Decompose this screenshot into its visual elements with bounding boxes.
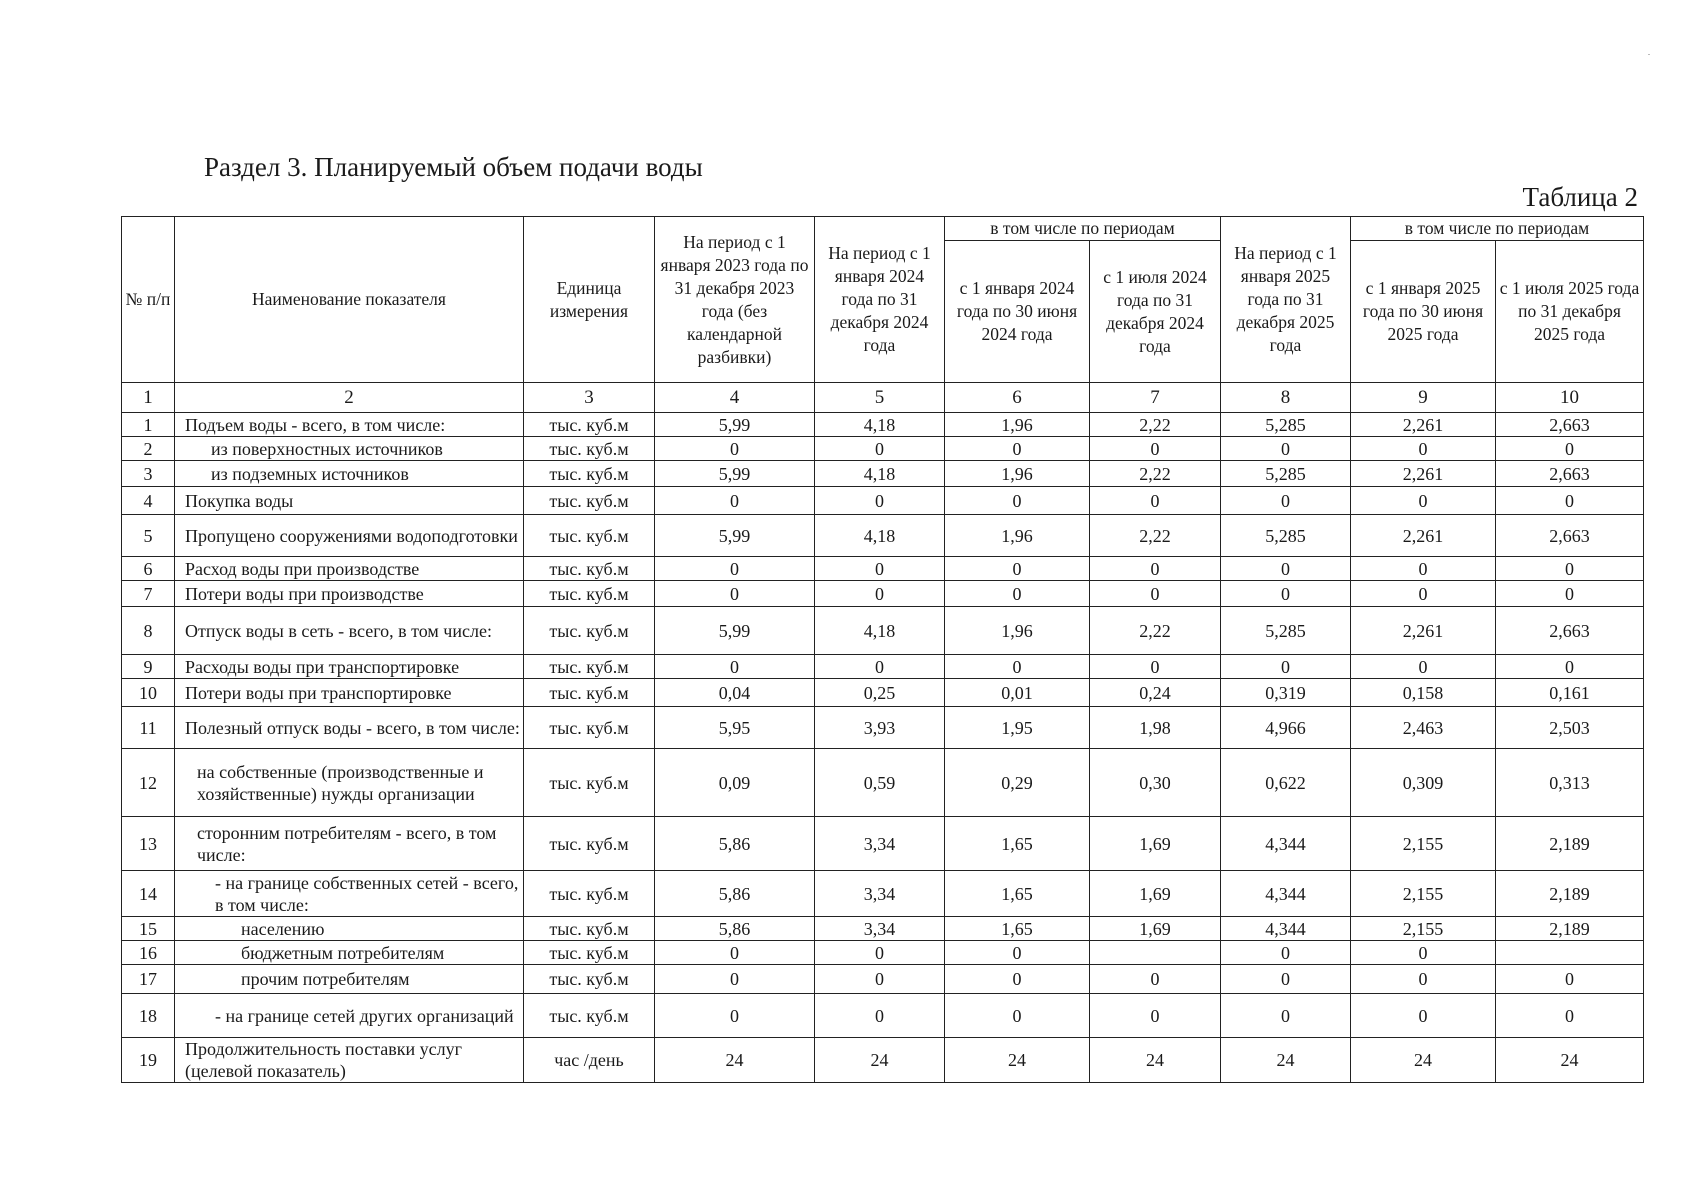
value-cell: 2,663 (1496, 413, 1644, 437)
value-cell: 2,22 (1090, 607, 1221, 655)
row-number: 5 (122, 515, 175, 557)
value-cell: 4,18 (815, 515, 945, 557)
unit-cell: тыс. куб.м (524, 413, 655, 437)
indicator-name: Подъем воды - всего, в том числе: (175, 413, 524, 437)
table-row (122, 581, 1644, 607)
indicator-name: бюджетным потребителям (175, 941, 524, 965)
header-h2-2024: с 1 июля 2024 года по 31 декабря 2024 года (1090, 241, 1221, 383)
row-number: 6 (122, 557, 175, 581)
header-period-2024: На период с 1 января 2024 года по 31 декабря 2024 года (815, 217, 945, 383)
value-cell: 0 (815, 994, 945, 1038)
row-number: 3 (122, 461, 175, 487)
column-number: 5 (815, 383, 945, 413)
column-number: 6 (945, 383, 1090, 413)
value-cell: 24 (1351, 1038, 1496, 1083)
value-cell: 0 (1090, 557, 1221, 581)
value-cell: 0,59 (815, 749, 945, 817)
unit-cell: тыс. куб.м (524, 679, 655, 707)
value-cell: 5,86 (655, 817, 815, 871)
value-cell: 0 (655, 557, 815, 581)
value-cell: 0 (1221, 655, 1351, 679)
indicator-name: из поверхностных источников (175, 437, 524, 461)
row-number: 18 (122, 994, 175, 1038)
value-cell: 0 (1090, 965, 1221, 994)
unit-cell: тыс. куб.м (524, 515, 655, 557)
value-cell: 5,99 (655, 461, 815, 487)
value-cell: 5,285 (1221, 413, 1351, 437)
indicator-name: Потери воды при транспортировке (175, 679, 524, 707)
value-cell: 2,261 (1351, 607, 1496, 655)
unit-cell: тыс. куб.м (524, 607, 655, 655)
value-cell: 0 (945, 941, 1090, 965)
indicator-name: Отпуск воды в сеть - всего, в том числе: (175, 607, 524, 655)
value-cell: 4,18 (815, 413, 945, 437)
value-cell: 4,344 (1221, 817, 1351, 871)
value-cell: 0,161 (1496, 679, 1644, 707)
table-row (122, 941, 1644, 965)
value-cell (1090, 941, 1221, 965)
value-cell: 0,01 (945, 679, 1090, 707)
value-cell: 0 (1090, 487, 1221, 515)
value-cell: 0 (655, 965, 815, 994)
indicator-name: на собственные (производственные и хозяйственные) нужды организации (175, 749, 524, 817)
value-cell: 24 (1221, 1038, 1351, 1083)
table-row (122, 413, 1644, 437)
table-row (122, 1038, 1644, 1083)
row-number: 10 (122, 679, 175, 707)
value-cell: 0 (655, 941, 815, 965)
value-cell: 1,96 (945, 607, 1090, 655)
column-number: 4 (655, 383, 815, 413)
unit-cell: тыс. куб.м (524, 817, 655, 871)
column-number-row (122, 383, 1644, 413)
header-subgroup-2024: в том числе по периодам (945, 217, 1221, 241)
value-cell: 2,22 (1090, 413, 1221, 437)
value-cell: 4,344 (1221, 917, 1351, 941)
value-cell: 1,65 (945, 917, 1090, 941)
table-row (122, 871, 1644, 917)
value-cell: 0 (815, 581, 945, 607)
value-cell: 0 (1090, 581, 1221, 607)
value-cell: 0 (945, 437, 1090, 461)
value-cell: 5,99 (655, 515, 815, 557)
value-cell: 5,285 (1221, 607, 1351, 655)
table-row (122, 607, 1644, 655)
value-cell: 2,261 (1351, 515, 1496, 557)
header-h2-2025: с 1 июля 2025 года по 31 декабря 2025 года (1496, 241, 1644, 383)
value-cell: 0,29 (945, 749, 1090, 817)
value-cell: 2,663 (1496, 461, 1644, 487)
header-subgroup-2025: в том числе по периодам (1351, 217, 1644, 241)
value-cell: 0 (655, 487, 815, 515)
header-name: Наименование показателя (175, 217, 524, 383)
value-cell: 0 (815, 941, 945, 965)
value-cell: 4,344 (1221, 871, 1351, 917)
value-cell: 1,69 (1090, 817, 1221, 871)
row-number: 17 (122, 965, 175, 994)
unit-cell: тыс. куб.м (524, 581, 655, 607)
value-cell: 0 (655, 581, 815, 607)
value-cell: 5,99 (655, 607, 815, 655)
water-supply-table (121, 216, 1644, 1083)
header-period-2023: На период с 1 января 2023 года по 31 декабря 2023 года (без календарной разбивки) (655, 217, 815, 383)
value-cell: 0,319 (1221, 679, 1351, 707)
indicator-name: Расходы воды при транспортировке (175, 655, 524, 679)
value-cell: 0 (1221, 557, 1351, 581)
value-cell: 5,86 (655, 871, 815, 917)
indicator-name: Пропущено сооружениями водоподготовки (175, 515, 524, 557)
value-cell: 1,69 (1090, 871, 1221, 917)
table-row (122, 679, 1644, 707)
unit-cell: тыс. куб.м (524, 749, 655, 817)
value-cell: 0 (1090, 437, 1221, 461)
value-cell: 1,65 (945, 817, 1090, 871)
value-cell: 1,96 (945, 515, 1090, 557)
column-number: 8 (1221, 383, 1351, 413)
value-cell: 24 (1496, 1038, 1644, 1083)
value-cell: 0 (655, 437, 815, 461)
value-cell: 2,503 (1496, 707, 1644, 749)
value-cell: 2,189 (1496, 871, 1644, 917)
value-cell: 5,99 (655, 413, 815, 437)
value-cell: 0,25 (815, 679, 945, 707)
value-cell: 0 (1496, 965, 1644, 994)
value-cell: 5,285 (1221, 515, 1351, 557)
value-cell: 0 (1351, 655, 1496, 679)
value-cell: 0 (1090, 994, 1221, 1038)
value-cell: 1,69 (1090, 917, 1221, 941)
table-row (122, 994, 1644, 1038)
table-row (122, 707, 1644, 749)
value-cell: 0 (1496, 655, 1644, 679)
unit-cell: тыс. куб.м (524, 437, 655, 461)
value-cell: 0 (1351, 557, 1496, 581)
value-cell: 0 (1221, 965, 1351, 994)
header-num: № п/п (122, 217, 175, 383)
row-number: 4 (122, 487, 175, 515)
column-number: 1 (122, 383, 175, 413)
value-cell: 0 (1351, 487, 1496, 515)
indicator-name: прочим потребителям (175, 965, 524, 994)
value-cell: 0 (1496, 581, 1644, 607)
value-cell: 0 (815, 655, 945, 679)
value-cell: 2,261 (1351, 461, 1496, 487)
value-cell: 2,22 (1090, 515, 1221, 557)
value-cell: 0,09 (655, 749, 815, 817)
value-cell: 3,34 (815, 871, 945, 917)
value-cell: 0 (945, 557, 1090, 581)
unit-cell: тыс. куб.м (524, 941, 655, 965)
table-body (122, 413, 1644, 1083)
value-cell: 0 (1351, 941, 1496, 965)
indicator-name: сторонним потребителям - всего, в том числе: (175, 817, 524, 871)
value-cell: 0 (945, 487, 1090, 515)
unit-cell: тыс. куб.м (524, 655, 655, 679)
column-number: 10 (1496, 383, 1644, 413)
value-cell: 0 (815, 487, 945, 515)
value-cell: 2,155 (1351, 917, 1496, 941)
row-number: 7 (122, 581, 175, 607)
section-title: Раздел 3. Планируемый объем подачи воды (204, 152, 703, 182)
value-cell: 2,189 (1496, 817, 1644, 871)
table-row (122, 437, 1644, 461)
table-row (122, 917, 1644, 941)
value-cell: 0 (655, 994, 815, 1038)
table-row (122, 817, 1644, 871)
value-cell: 0 (1496, 557, 1644, 581)
indicator-name: населению (175, 917, 524, 941)
value-cell: 0 (1090, 655, 1221, 679)
value-cell: 0 (1351, 994, 1496, 1038)
table-label: Таблица 2 (1522, 182, 1638, 212)
unit-cell: тыс. куб.м (524, 871, 655, 917)
value-cell: 2,463 (1351, 707, 1496, 749)
header-h1-2024: с 1 января 2024 года по 30 июня 2024 года (945, 241, 1090, 383)
column-number: 9 (1351, 383, 1496, 413)
value-cell: 2,663 (1496, 607, 1644, 655)
table-row (122, 749, 1644, 817)
row-number: 1 (122, 413, 175, 437)
value-cell: 0 (1221, 437, 1351, 461)
indicator-name: Потери воды при производстве (175, 581, 524, 607)
table-row (122, 557, 1644, 581)
value-cell: 0,622 (1221, 749, 1351, 817)
column-number: 7 (1090, 383, 1221, 413)
value-cell: 0,313 (1496, 749, 1644, 817)
value-cell: 0 (1351, 437, 1496, 461)
value-cell: 0 (1221, 487, 1351, 515)
value-cell: 2,189 (1496, 917, 1644, 941)
indicator-name: Расход воды при производстве (175, 557, 524, 581)
header-h1-2025: с 1 января 2025 года по 30 июня 2025 года (1351, 241, 1496, 383)
indicator-name: Продолжительность поставки услуг (целевой показатель) (175, 1038, 524, 1083)
water-supply-table-container (121, 216, 1643, 1083)
table-row (122, 655, 1644, 679)
value-cell: 1,96 (945, 413, 1090, 437)
value-cell: 3,34 (815, 817, 945, 871)
value-cell: 0 (815, 437, 945, 461)
unit-cell: тыс. куб.м (524, 994, 655, 1038)
value-cell: 0 (1496, 994, 1644, 1038)
unit-cell: час /день (524, 1038, 655, 1083)
unit-cell: тыс. куб.м (524, 487, 655, 515)
value-cell: 0 (655, 655, 815, 679)
indicator-name: Полезный отпуск воды - всего, в том числе: (175, 707, 524, 749)
indicator-name: Покупка воды (175, 487, 524, 515)
value-cell: 24 (815, 1038, 945, 1083)
row-number: 15 (122, 917, 175, 941)
value-cell: 0 (1221, 994, 1351, 1038)
value-cell: 24 (655, 1038, 815, 1083)
value-cell: 24 (945, 1038, 1090, 1083)
value-cell: 5,285 (1221, 461, 1351, 487)
value-cell: 2,155 (1351, 871, 1496, 917)
table-header (122, 217, 1644, 413)
value-cell: 0 (1496, 487, 1644, 515)
indicator-name: из подземных источников (175, 461, 524, 487)
unit-cell: тыс. куб.м (524, 461, 655, 487)
row-number: 12 (122, 749, 175, 817)
value-cell: 0 (1351, 965, 1496, 994)
table-row (122, 515, 1644, 557)
row-number: 13 (122, 817, 175, 871)
value-cell: 24 (1090, 1038, 1221, 1083)
scan-speck (1648, 54, 1650, 55)
unit-cell: тыс. куб.м (524, 707, 655, 749)
value-cell: 2,663 (1496, 515, 1644, 557)
value-cell: 2,22 (1090, 461, 1221, 487)
value-cell: 0 (1496, 437, 1644, 461)
value-cell: 4,18 (815, 607, 945, 655)
value-cell: 3,93 (815, 707, 945, 749)
value-cell: 1,65 (945, 871, 1090, 917)
value-cell: 5,95 (655, 707, 815, 749)
table-row (122, 461, 1644, 487)
value-cell: 0 (945, 965, 1090, 994)
value-cell: 0,309 (1351, 749, 1496, 817)
value-cell (1496, 941, 1644, 965)
value-cell: 0,24 (1090, 679, 1221, 707)
table-row (122, 487, 1644, 515)
unit-cell: тыс. куб.м (524, 965, 655, 994)
unit-cell: тыс. куб.м (524, 917, 655, 941)
value-cell: 5,86 (655, 917, 815, 941)
value-cell: 4,18 (815, 461, 945, 487)
unit-cell: тыс. куб.м (524, 557, 655, 581)
value-cell: 2,155 (1351, 817, 1496, 871)
row-number: 19 (122, 1038, 175, 1083)
header-period-2025: На период с 1 января 2025 года по 31 декабря 2025 года (1221, 217, 1351, 383)
value-cell: 0 (1351, 581, 1496, 607)
value-cell: 0,158 (1351, 679, 1496, 707)
value-cell: 1,96 (945, 461, 1090, 487)
column-number: 3 (524, 383, 655, 413)
value-cell: 1,95 (945, 707, 1090, 749)
value-cell: 0,30 (1090, 749, 1221, 817)
value-cell: 1,98 (1090, 707, 1221, 749)
indicator-name: - на границе собственных сетей - всего, в том числе: (175, 871, 524, 917)
value-cell: 0 (945, 581, 1090, 607)
table-row (122, 965, 1644, 994)
value-cell: 2,261 (1351, 413, 1496, 437)
value-cell: 4,966 (1221, 707, 1351, 749)
row-number: 16 (122, 941, 175, 965)
row-number: 8 (122, 607, 175, 655)
column-number: 2 (175, 383, 524, 413)
indicator-name: - на границе сетей других организаций (175, 994, 524, 1038)
row-number: 2 (122, 437, 175, 461)
row-number: 11 (122, 707, 175, 749)
value-cell: 0 (815, 965, 945, 994)
value-cell: 0 (1221, 581, 1351, 607)
header-unit: Единица измерения (524, 217, 655, 383)
value-cell: 3,34 (815, 917, 945, 941)
value-cell: 0 (945, 655, 1090, 679)
value-cell: 0 (945, 994, 1090, 1038)
value-cell: 0 (815, 557, 945, 581)
row-number: 14 (122, 871, 175, 917)
value-cell: 0,04 (655, 679, 815, 707)
value-cell: 0 (1221, 941, 1351, 965)
row-number: 9 (122, 655, 175, 679)
